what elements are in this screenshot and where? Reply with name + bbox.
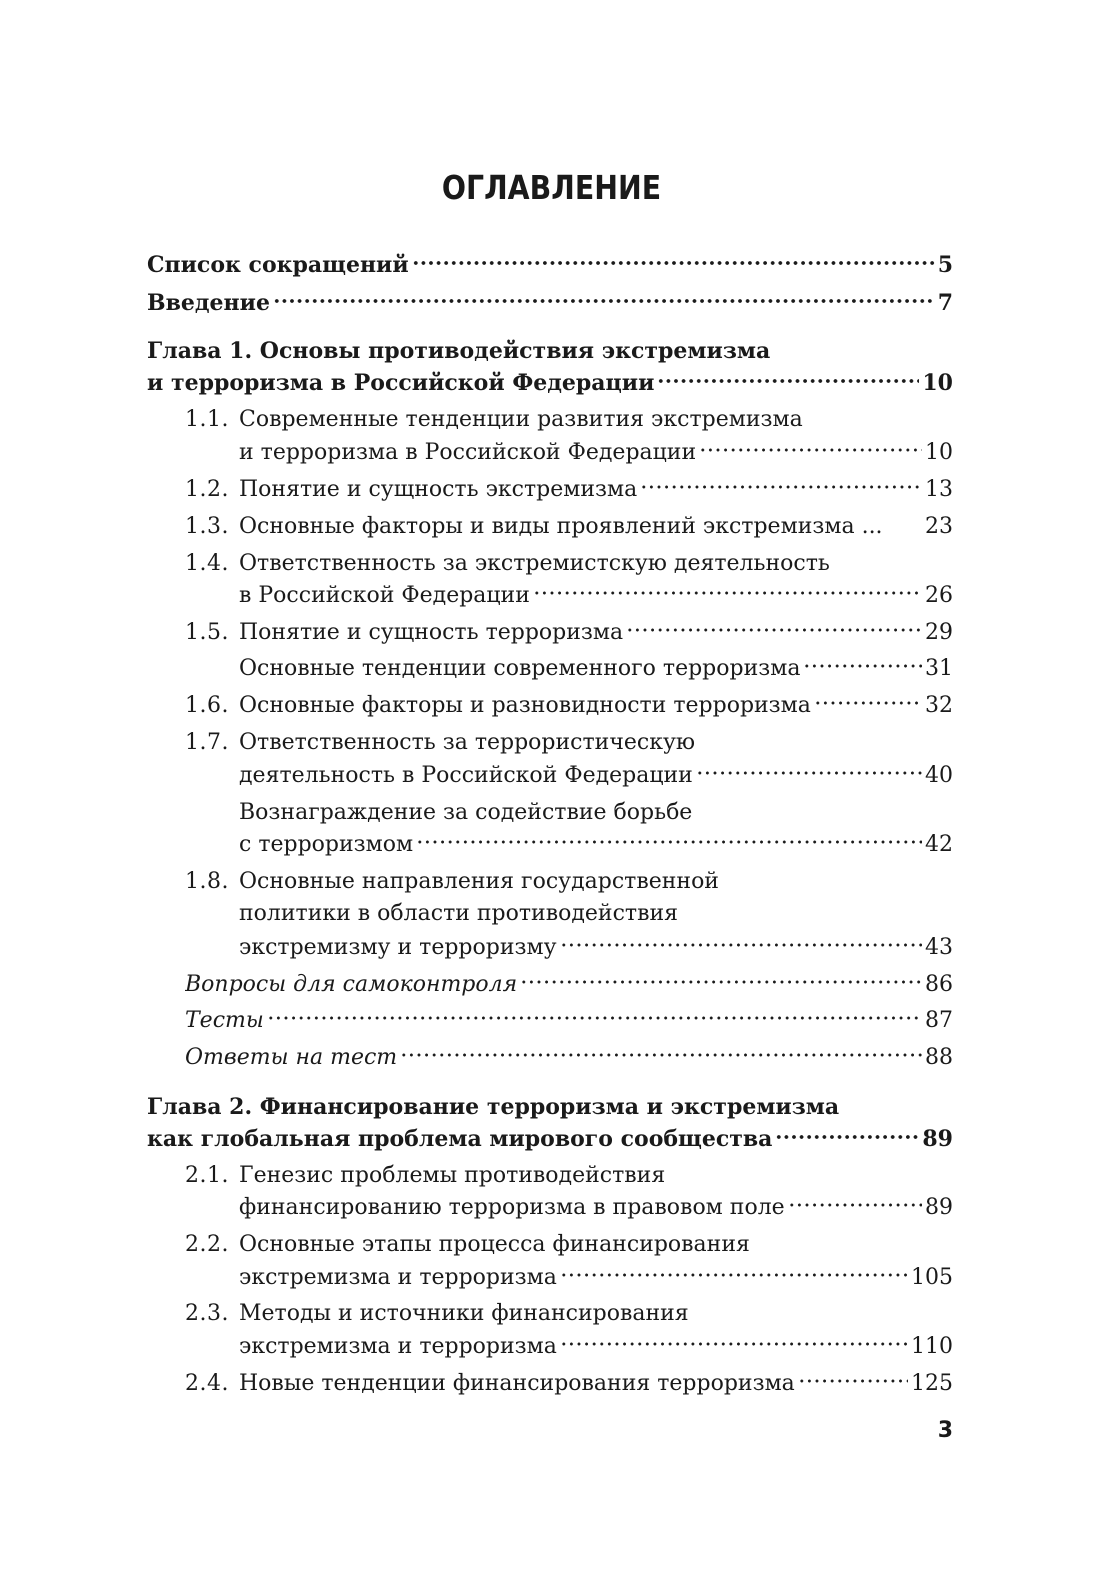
toc-entry-self-check[interactable] [185,968,953,1002]
toc-section-2-3-line2[interactable] [239,1330,953,1364]
toc-entry-text: Глава 2. Финансирование терроризма и экстремизма [147,1094,840,1120]
toc-page-number: 26 [925,583,953,608]
toc-entry-text: с терроризмом [239,832,414,857]
leader-dots [412,250,935,272]
toc-section-1-8-line3[interactable] [239,931,953,965]
toc-entry-abbreviations[interactable] [147,248,953,282]
toc-page-number: 13 [925,477,953,502]
page-title: ОГЛАВЛЕНИЕ [441,168,662,207]
toc-entry-text: Ответственность за террористическую [239,730,696,755]
toc-entry-text: Основные тенденции современного терроризма [239,656,801,681]
toc-page-number: 86 [925,972,953,997]
toc-entry-text: Вознаграждение за содействие борьбе [239,800,693,825]
toc-section-1-2[interactable] [185,473,953,507]
toc-entry-text: Методы и источники финансирования [239,1301,689,1326]
section-number: 2.2. [185,1232,229,1257]
toc-subsection-reward-line2[interactable] [239,828,953,862]
leader-dots [803,653,922,675]
toc-entry-text: Основные факторы и виды проявлений экстремизма ... [239,514,883,539]
toc-section-2-1-line2[interactable] [239,1191,953,1225]
toc-entry-answers[interactable] [185,1041,953,1075]
toc-page-number: 5 [937,252,953,278]
leader-dots [626,617,922,639]
toc-entry-text: Новые тенденции финансирования терроризма [239,1371,795,1396]
section-number: 1.4. [185,551,229,576]
toc-page-number: 42 [925,832,953,857]
toc-subsection-trends[interactable] [239,652,953,686]
toc-chapter-2-line2[interactable] [147,1122,953,1156]
toc-page-number: 105 [911,1265,953,1290]
toc-entry-introduction[interactable] [147,286,953,320]
leader-dots [696,760,922,782]
section-number: 2.3. [185,1301,229,1326]
toc-entry-text: Глава 1. Основы противодействия экстремизма [147,338,771,364]
toc-section-1-7-line1[interactable] [185,726,953,760]
leader-dots [560,932,922,954]
toc-chapter-1-line2[interactable] [147,366,953,400]
section-number: 1.7. [185,730,229,755]
leader-dots [267,1005,922,1027]
leader-dots [640,474,922,496]
toc-entry-text: Основные направления государственной [239,869,719,894]
toc-page-number: 89 [922,1126,953,1152]
toc-entry-text: политики в области противодействия [239,901,679,926]
leader-dots [400,1042,922,1064]
section-number: 2.1. [185,1163,229,1188]
section-number: 1.1. [185,407,229,432]
toc-section-1-1-line2[interactable] [239,436,953,470]
leader-dots [273,288,935,310]
leader-dots [560,1331,908,1353]
leader-dots [775,1124,919,1146]
toc-entry-text: экстремизму и терроризму [239,935,557,960]
leader-dots [533,580,922,602]
leader-dots [814,690,922,712]
toc-page-number: 43 [925,935,953,960]
toc-entry-text: Ответственность за экстремистскую деятельность [239,551,830,576]
toc-page-number: 32 [925,693,953,718]
toc-entry-text: Вопросы для самоконтроля [185,972,518,997]
section-number: 1.3. [185,514,229,539]
toc-page-number: 87 [925,1008,953,1033]
toc-section-1-4-line2[interactable] [239,579,953,613]
toc-page-number: 110 [911,1334,953,1359]
toc-section-2-2-line1[interactable] [185,1228,953,1262]
toc-entry-text: Тесты [185,1008,264,1033]
toc-section-1-3[interactable] [185,510,953,544]
toc-section-1-5[interactable] [185,616,953,650]
toc-section-2-2-line2[interactable] [239,1261,953,1295]
toc-entry-text: Ответы на тест [185,1045,398,1070]
toc-page-number: 88 [925,1045,953,1070]
toc-entry-text: Генезис проблемы противодействия [239,1163,666,1188]
toc-entry-text: Основные этапы процесса финансирования [239,1232,750,1257]
toc-entry-text: финансированию терроризма в правовом поле [239,1195,785,1220]
toc-section-2-4[interactable] [185,1367,953,1401]
toc-page-number: 10 [925,440,953,465]
leader-dots [657,368,919,390]
toc-chapter-1-line1[interactable] [147,334,953,368]
toc-section-2-3-line1[interactable] [185,1297,953,1331]
leader-dots [699,437,922,459]
toc-entry-text: и терроризма в Российской Федерации [147,370,655,396]
toc-entry-text: Список сокращений [147,252,409,278]
section-number: 1.2. [185,477,229,502]
toc-section-1-6[interactable] [185,689,953,723]
toc-page-number: 29 [925,620,953,645]
toc-entry-text: Основные факторы и разновидности терроризма [239,693,811,718]
toc-page-number: 125 [911,1371,953,1396]
toc-entry-text: Современные тенденции развития экстремизма [239,407,803,432]
toc-page-number: 31 [925,656,953,681]
toc-section-1-7-line2[interactable] [239,759,953,793]
section-number: 1.5. [185,620,229,645]
leader-dots [788,1192,922,1214]
leader-dots [560,1262,908,1284]
toc-page-number: 7 [937,290,953,316]
section-number: 1.6. [185,693,229,718]
toc-section-1-4-line1[interactable] [185,547,953,581]
section-number: 1.8. [185,869,229,894]
toc-page-number: 89 [925,1195,953,1220]
toc-page-number: 10 [922,370,953,396]
toc-entry-text: деятельность в Российской Федерации [239,763,693,788]
leader-dots [416,829,922,851]
toc-entry-text: экстремизма и терроризма [239,1265,557,1290]
section-number: 2.4. [185,1371,229,1396]
toc-page-number: 40 [925,763,953,788]
toc-entry-text: и терроризма в Российской Федерации [239,440,697,465]
leader-dots [520,969,922,991]
toc-entry-tests[interactable] [185,1004,953,1038]
toc-section-1-8-line2[interactable] [239,897,953,931]
leader-dots [798,1368,908,1390]
toc-entry-text: Введение [147,290,270,316]
toc-entry-text: как глобальная проблема мирового сообщества [147,1126,773,1152]
toc-section-1-8-line1[interactable] [185,865,953,899]
toc-entry-text: Понятие и сущность экстремизма [239,477,638,502]
toc-entry-text: экстремизма и терроризма [239,1334,557,1359]
toc-section-2-1-line1[interactable] [185,1159,953,1193]
toc-subsection-reward-line1[interactable] [239,796,953,830]
toc-section-1-1-line1[interactable] [185,403,953,437]
toc-entry-text: Понятие и сущность терроризма [239,620,624,645]
toc-chapter-2-line1[interactable] [147,1090,953,1124]
page-number: 3 [937,1418,953,1443]
toc-page-number: 23 [925,514,953,539]
toc-entry-text: в Российской Федерации [239,583,530,608]
